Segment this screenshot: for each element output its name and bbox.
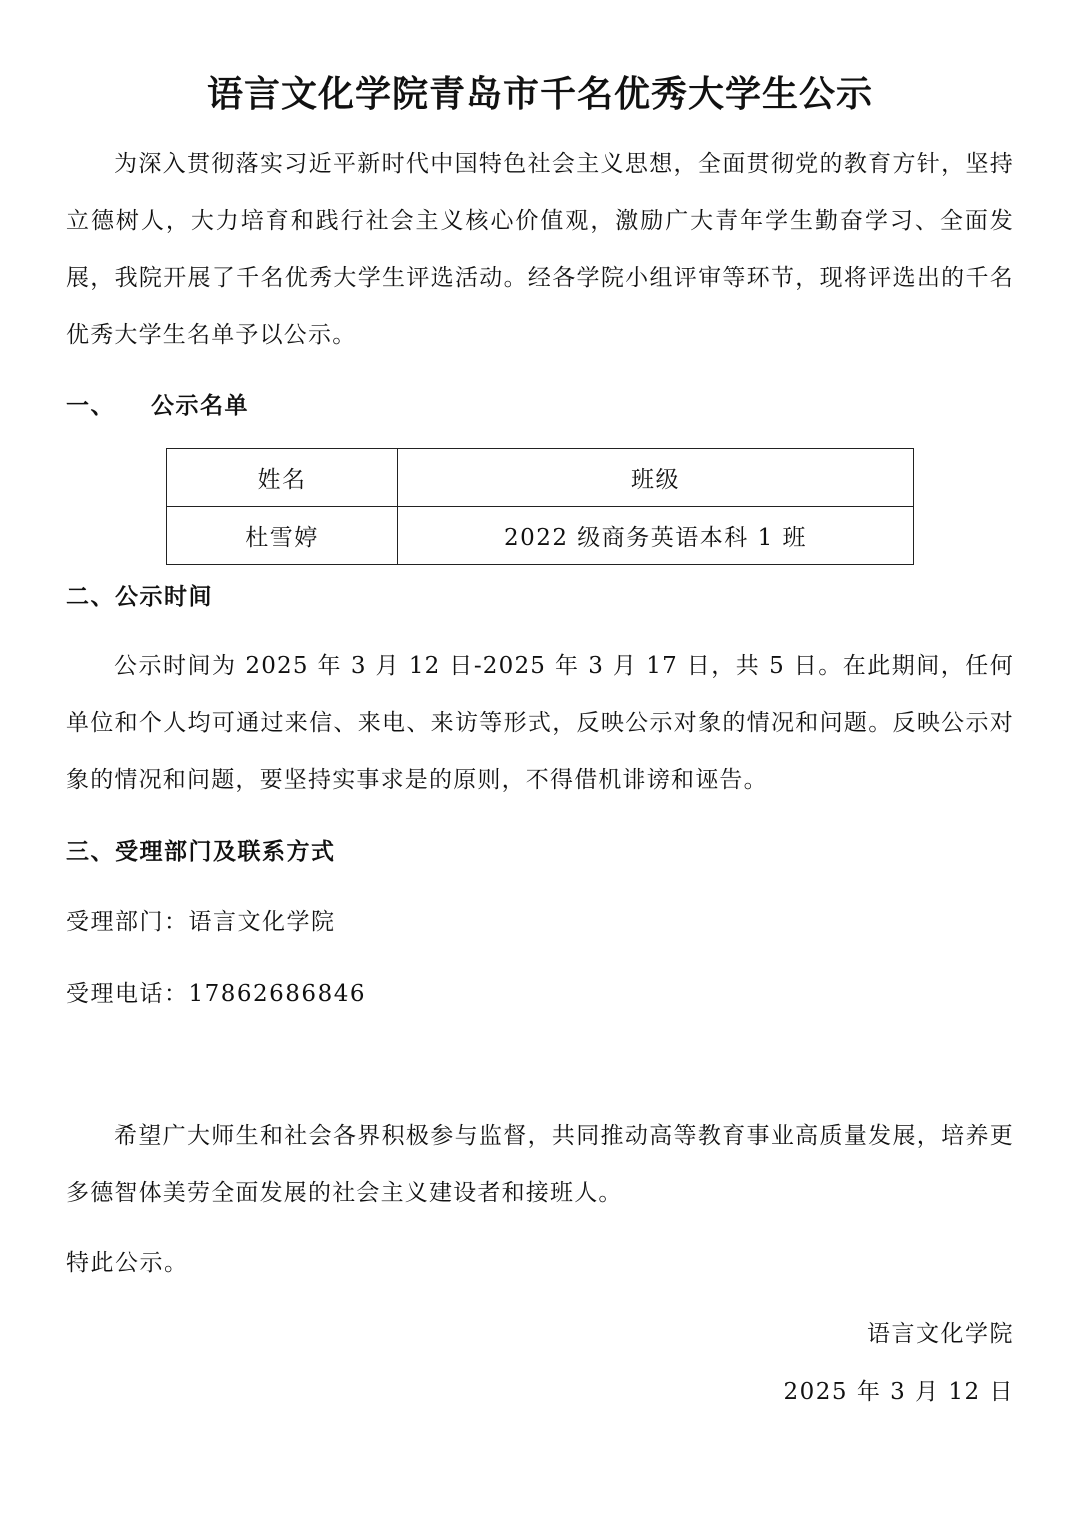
publicity-period-paragraph: 公示时间为 2025 年 3 月 12 日-2025 年 3 月 17 日，共 5 日。在此期间，任何单位和个人均可通过来信、来电、来访等形式，反映公示对象的情况和问题。反映公示对象的情况和问题，要坚持实事求是的原则，不得借机诽谤和诬告。 (66, 653, 1014, 793)
section-3-heading: 三、受理部门及联系方式 (66, 839, 336, 865)
table-header-row (167, 449, 914, 507)
table-row (167, 507, 914, 565)
intro-paragraph: 为深入贯彻落实习近平新时代中国特色社会主义思想，全面贯彻党的教育方针，坚持立德树人，大力培育和践行社会主义核心价值观，激励广大青年学生勤奋学习、全面发展，我院开展了千名优秀大学生评选活动。经各学院小组评审等环节，现将评选出的千名优秀大学生名单予以公示。 (66, 151, 1014, 348)
section-1-heading (66, 389, 249, 423)
nominee-table (166, 448, 914, 565)
closing-paragraph: 希望广大师生和社会各界积极参与监督，共同推动高等教育事业高质量发展，培养更多德智体美劳全面发展的社会主义建设者和接班人。 (66, 1123, 1014, 1206)
cell-name: 杜雪婷 (167, 507, 398, 565)
section-1-title: 公示名单 (151, 393, 249, 419)
section-2-heading: 二、公示时间 (66, 584, 213, 610)
header-name: 姓名 (167, 449, 398, 507)
department-line: 受理部门：语言文化学院 (66, 909, 336, 935)
cell-class: 2022 级商务英语本科 1 班 (398, 507, 914, 565)
section-1-number: 一、 (66, 393, 115, 419)
notice-line: 特此公示。 (66, 1250, 189, 1276)
signature-org: 语言文化学院 (867, 1321, 1014, 1347)
document-title: 语言文化学院青岛市千名优秀大学生公示 (206, 74, 873, 115)
phone-line: 受理电话：17862686846 (66, 981, 366, 1007)
signature-date: 2025 年 3 月 12 日 (783, 1379, 1014, 1405)
header-class: 班级 (398, 449, 914, 507)
